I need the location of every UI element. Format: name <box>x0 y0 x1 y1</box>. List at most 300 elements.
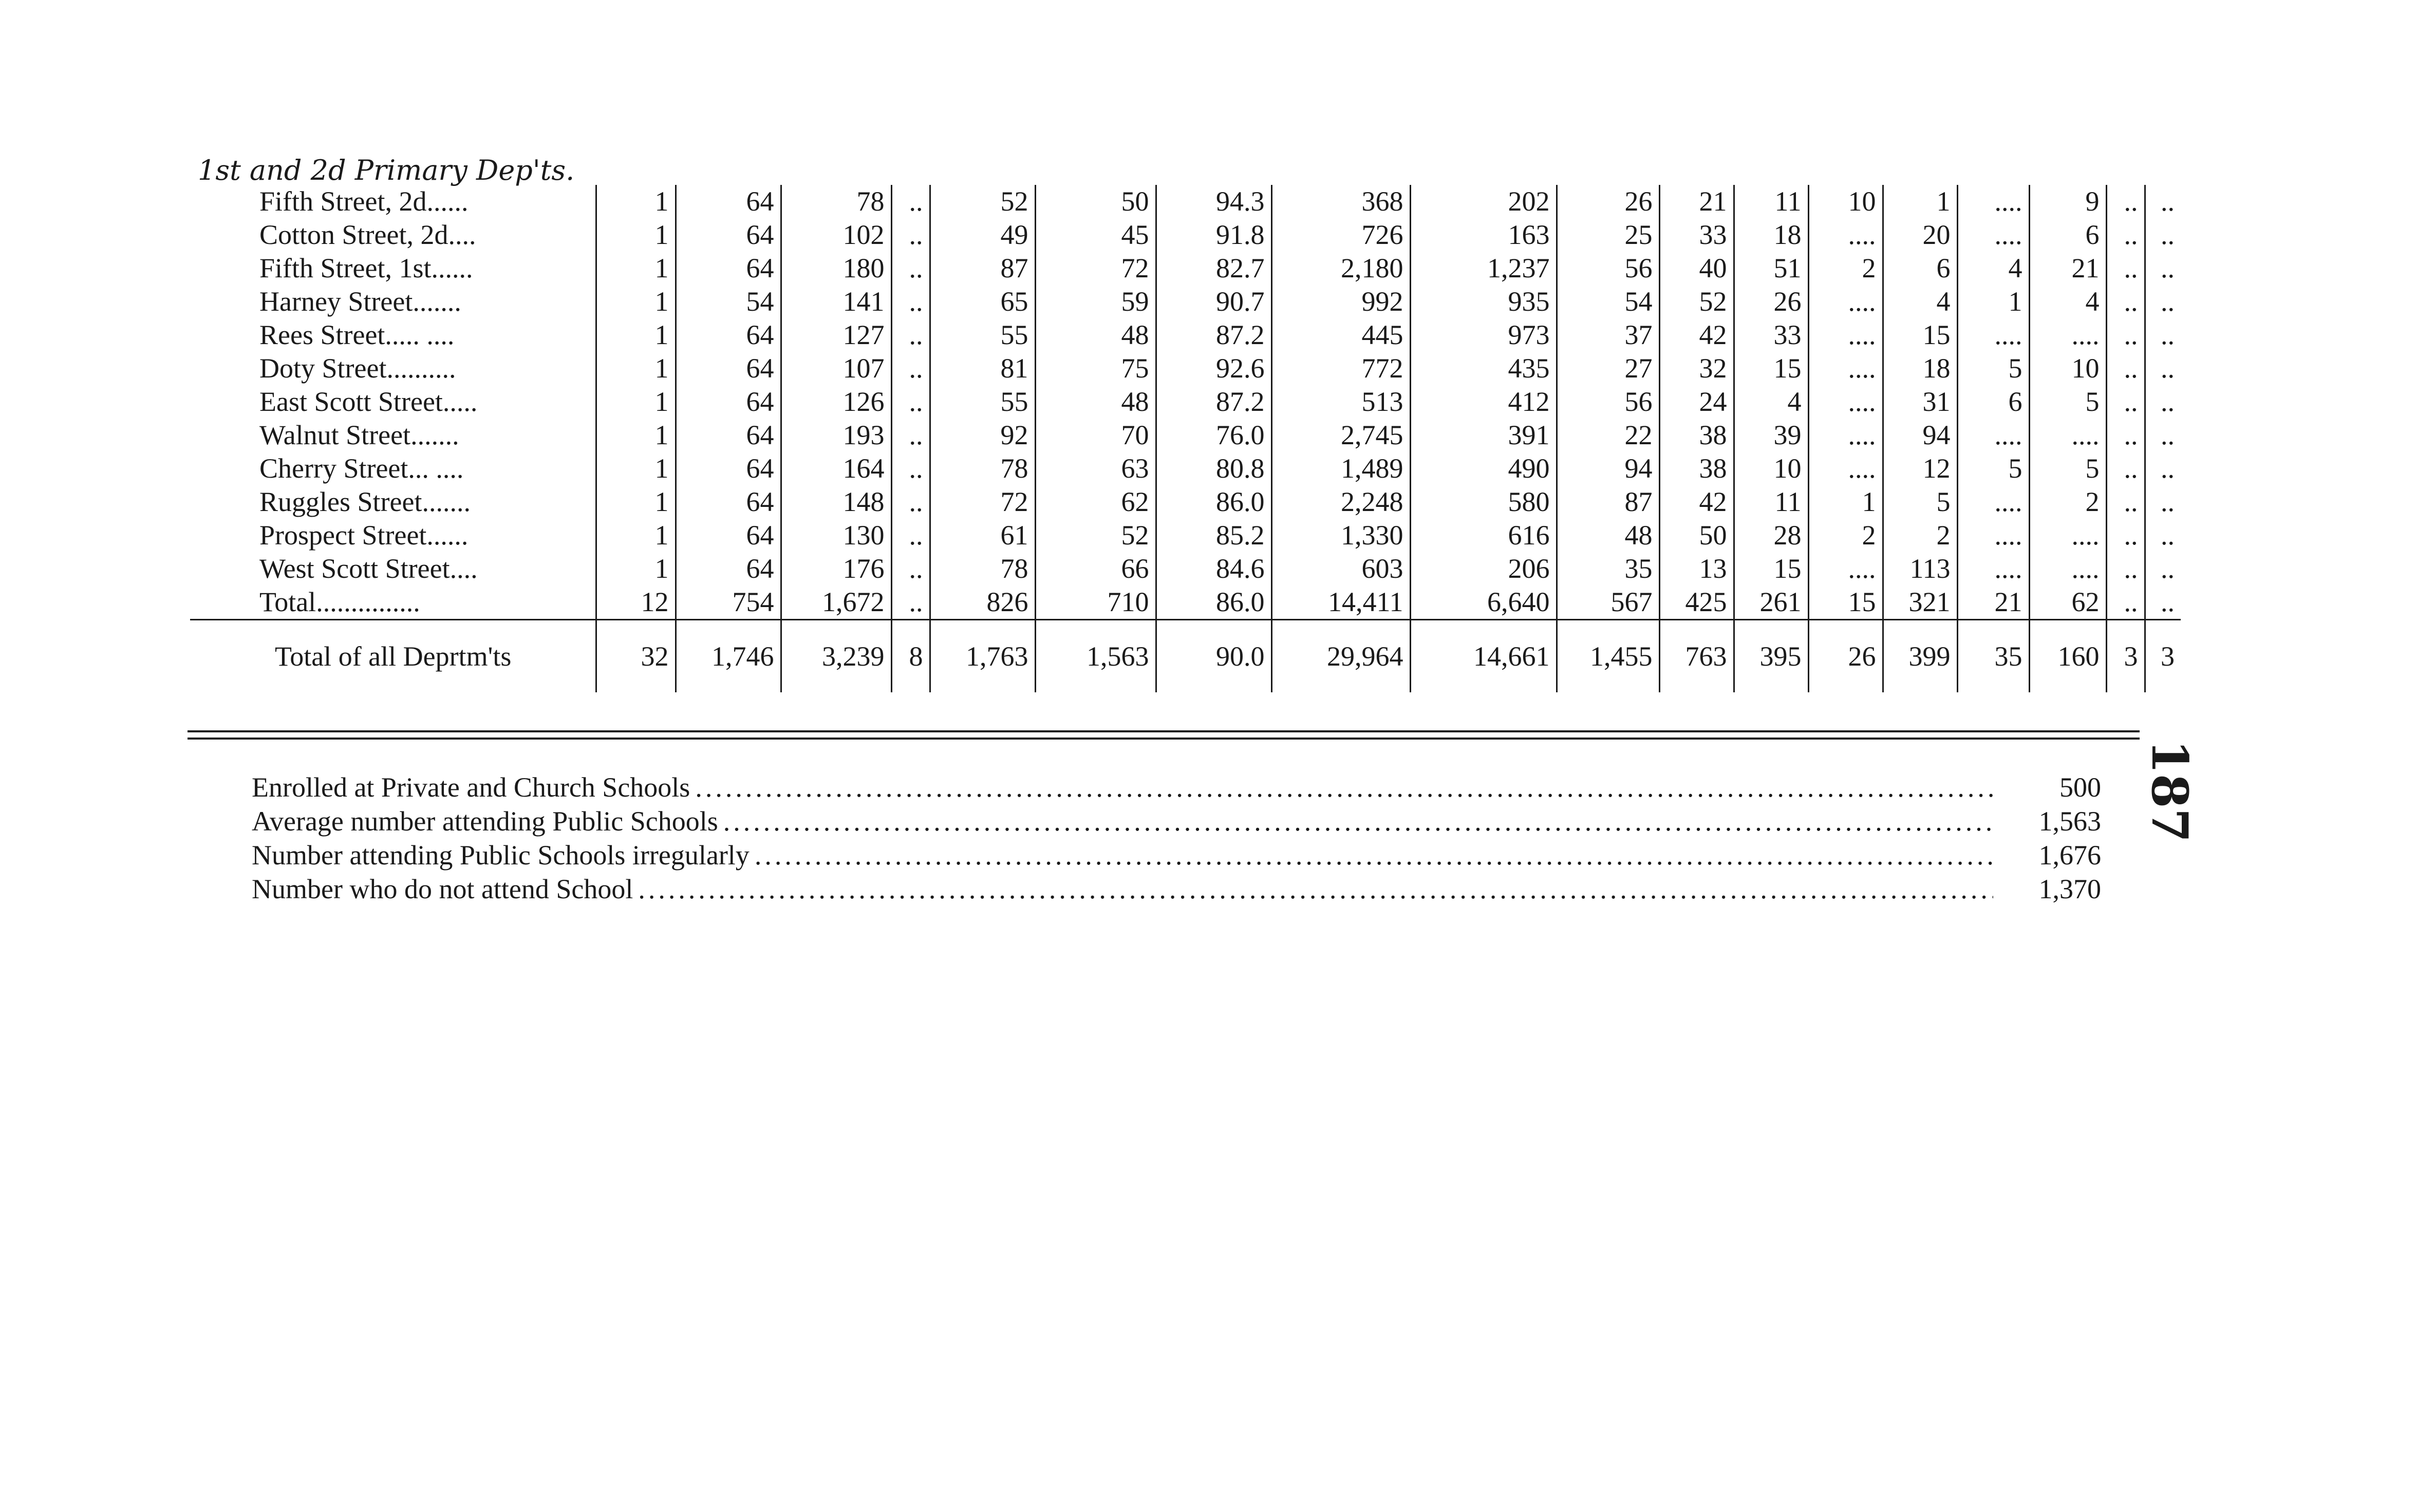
school-name-cell: East Scott Street..... <box>190 385 596 419</box>
table-cell: 90.0 <box>1156 620 1271 693</box>
table-cell: 49 <box>930 218 1035 252</box>
table-cell: .... <box>2029 419 2106 452</box>
table-cell: 1 <box>596 485 676 519</box>
table-cell: 62 <box>2029 585 2106 620</box>
summary-label: Average number attending Public Schools <box>252 806 718 837</box>
table-cell: 5 <box>2029 385 2106 419</box>
school-name-cell: Ruggles Street....... <box>190 485 596 519</box>
table-row <box>190 385 2181 419</box>
table-cell: 86.0 <box>1156 585 1271 620</box>
table-row <box>190 285 2181 318</box>
table-cell: 772 <box>1271 352 1410 385</box>
table-row <box>190 318 2181 352</box>
table-cell: 64 <box>676 385 781 419</box>
table-row <box>190 519 2181 552</box>
table-cell: 1 <box>596 419 676 452</box>
table-cell: 64 <box>676 419 781 452</box>
double-rule-bottom <box>188 738 2140 740</box>
table-cell: 6 <box>1883 252 1957 285</box>
table-cell: 18 <box>1734 218 1808 252</box>
table-cell: 2 <box>1883 519 1957 552</box>
table-cell: 12 <box>1883 452 1957 485</box>
table-cell: .... <box>1808 419 1883 452</box>
table-cell: 24 <box>1659 385 1734 419</box>
table-cell: 94 <box>1557 452 1659 485</box>
table-cell: 3 <box>2106 620 2145 693</box>
table-row <box>190 452 2181 485</box>
table-cell: .. <box>891 552 930 585</box>
table-cell: 8 <box>891 620 930 693</box>
table-cell: .. <box>2106 585 2145 620</box>
table-cell: .. <box>891 218 930 252</box>
table-cell: 61 <box>930 519 1035 552</box>
table-cell: .. <box>891 285 930 318</box>
table-cell: .. <box>891 419 930 452</box>
table-cell: 66 <box>1035 552 1156 585</box>
table-cell: .. <box>2106 452 2145 485</box>
table-cell: 56 <box>1557 385 1659 419</box>
table-cell: 4 <box>1883 285 1957 318</box>
table-cell: 3 <box>2145 620 2181 693</box>
table-cell: 48 <box>1557 519 1659 552</box>
table-cell: 85.2 <box>1156 519 1271 552</box>
table-cell: 1 <box>596 452 676 485</box>
school-name-cell: Total of all Deprtm'ts <box>190 620 596 693</box>
table-cell: .. <box>2106 519 2145 552</box>
table-cell: .. <box>2106 552 2145 585</box>
table-cell: 395 <box>1734 620 1808 693</box>
school-name-cell: Walnut Street....... <box>190 419 596 452</box>
table-cell: 18 <box>1883 352 1957 385</box>
table-cell: 55 <box>930 385 1035 419</box>
table-cell: 261 <box>1734 585 1808 620</box>
table-cell: 412 <box>1410 385 1557 419</box>
table-cell: 64 <box>676 252 781 285</box>
school-name-cell: Fifth Street, 2d...... <box>190 185 596 218</box>
table-cell: 15 <box>1808 585 1883 620</box>
table-cell: .. <box>2106 252 2145 285</box>
table-cell: .. <box>2106 185 2145 218</box>
table-cell: 490 <box>1410 452 1557 485</box>
table-cell: .. <box>2161 353 2175 384</box>
summary-value: 1,563 <box>2038 806 2101 837</box>
table-row <box>190 552 2181 585</box>
table-cell: 127 <box>781 318 891 352</box>
table-cell: 70 <box>1035 419 1156 452</box>
table-cell: .. <box>2161 553 2175 584</box>
table-cell: 113 <box>1883 552 1957 585</box>
table-cell: .... <box>1808 552 1883 585</box>
table-cell: 62 <box>1035 485 1156 519</box>
school-name-cell: Prospect Street...... <box>190 519 596 552</box>
table-cell: .... <box>1808 318 1883 352</box>
table-cell: 40 <box>1659 252 1734 285</box>
table-cell: 163 <box>1410 218 1557 252</box>
table-cell: 32 <box>596 620 676 693</box>
table-cell: 1 <box>596 519 676 552</box>
table-row <box>190 185 2181 218</box>
table-cell: 42 <box>1659 485 1734 519</box>
table-cell: 1,746 <box>676 620 781 693</box>
table-cell: 4 <box>1734 385 1808 419</box>
table-cell: 29,964 <box>1271 620 1410 693</box>
table-cell: 21 <box>1659 185 1734 218</box>
table-cell: 78 <box>781 185 891 218</box>
table-cell: .. <box>2161 186 2175 217</box>
table-cell: 84.6 <box>1156 552 1271 585</box>
table-cell: .. <box>891 585 930 620</box>
table-cell: 94.3 <box>1156 185 1271 218</box>
table-cell: 26 <box>1808 620 1883 693</box>
table-cell: 64 <box>676 519 781 552</box>
summary-row <box>252 770 2101 804</box>
table-cell: 21 <box>1957 585 2029 620</box>
table-cell: 321 <box>1883 585 1957 620</box>
table-cell: .. <box>2106 285 2145 318</box>
table-cell: 1,330 <box>1271 519 1410 552</box>
table-cell: 76.0 <box>1156 419 1271 452</box>
table-cell: 107 <box>781 352 891 385</box>
table-cell: 45 <box>1035 218 1156 252</box>
school-name-cell: Fifth Street, 1st...... <box>190 252 596 285</box>
table-cell: 193 <box>781 419 891 452</box>
table-cell: 973 <box>1410 318 1557 352</box>
table-cell: 15 <box>1734 352 1808 385</box>
table-cell: 445 <box>1271 318 1410 352</box>
table-cell: 64 <box>676 218 781 252</box>
table-cell: 54 <box>676 285 781 318</box>
table-cell: 72 <box>1035 252 1156 285</box>
leader-dots <box>755 838 1993 872</box>
table-cell: .. <box>2106 385 2145 419</box>
table-cell: 33 <box>1659 218 1734 252</box>
table-cell: .... <box>1957 519 2029 552</box>
table-cell: 1,455 <box>1557 620 1659 693</box>
table-cell: 11 <box>1734 185 1808 218</box>
school-name-cell: Doty Street.......... <box>190 352 596 385</box>
table-cell: 64 <box>676 552 781 585</box>
table-cell: 35 <box>1957 620 2029 693</box>
table-cell: 5 <box>1957 352 2029 385</box>
table-cell: 15 <box>1734 552 1808 585</box>
table-cell: .. <box>891 252 930 285</box>
summary-row <box>252 804 2101 838</box>
table-cell: 368 <box>1271 185 1410 218</box>
table-cell: .... <box>2029 318 2106 352</box>
table-cell: .... <box>1808 452 1883 485</box>
table-cell: 4 <box>1957 252 2029 285</box>
table-cell: .. <box>2106 318 2145 352</box>
table-cell: 126 <box>781 385 891 419</box>
table-cell: .... <box>1808 385 1883 419</box>
table-cell: 25 <box>1557 218 1659 252</box>
table-cell: 754 <box>676 585 781 620</box>
table-cell: 1,237 <box>1410 252 1557 285</box>
table-cell: 580 <box>1410 485 1557 519</box>
table-cell: .... <box>1808 218 1883 252</box>
leader-dots <box>723 804 1993 838</box>
summary-value: 1,370 <box>2038 874 2101 904</box>
table-cell: 102 <box>781 218 891 252</box>
table-cell: .... <box>1957 485 2029 519</box>
table-cell: 50 <box>1035 185 1156 218</box>
table-cell: .... <box>1808 352 1883 385</box>
section-heading: 1st and 2d Primary Dep'ts. <box>198 154 575 186</box>
table-row <box>190 218 2181 252</box>
table-cell: 80.8 <box>1156 452 1271 485</box>
table-row <box>190 419 2181 452</box>
table-cell: 1 <box>596 218 676 252</box>
table-cell: 92 <box>930 419 1035 452</box>
statistics-table <box>190 185 2181 692</box>
table-cell: .. <box>2161 453 2175 484</box>
table-cell: 38 <box>1659 452 1734 485</box>
table-cell: 513 <box>1271 385 1410 419</box>
table-cell: 1,489 <box>1271 452 1410 485</box>
table-cell: 616 <box>1410 519 1557 552</box>
table-cell: 39 <box>1734 419 1808 452</box>
table-cell: .. <box>891 185 930 218</box>
table-cell: 2,248 <box>1271 485 1410 519</box>
table-cell: 35 <box>1557 552 1659 585</box>
table-row <box>190 352 2181 385</box>
table-cell: 9 <box>2029 185 2106 218</box>
table-cell: 6 <box>2029 218 2106 252</box>
summary-row <box>252 872 2101 906</box>
table-cell: 52 <box>1659 285 1734 318</box>
table-cell: 59 <box>1035 285 1156 318</box>
table-cell: 87.2 <box>1156 385 1271 419</box>
table-cell: 6 <box>1957 385 2029 419</box>
table-cell: 603 <box>1271 552 1410 585</box>
table-cell: 64 <box>676 452 781 485</box>
table-cell: 2 <box>2029 485 2106 519</box>
summary-value: 500 <box>2059 772 2101 803</box>
table-cell: 64 <box>676 318 781 352</box>
table-cell: 65 <box>930 285 1035 318</box>
table-cell: 1 <box>596 318 676 352</box>
table-cell: .. <box>2161 587 2175 617</box>
table-cell: 164 <box>781 452 891 485</box>
table-cell: 992 <box>1271 285 1410 318</box>
table-cell: 37 <box>1557 318 1659 352</box>
table-cell: 5 <box>1957 452 2029 485</box>
table-cell: 180 <box>781 252 891 285</box>
table-cell: 2,745 <box>1271 419 1410 452</box>
table-cell: 1 <box>596 185 676 218</box>
table-cell: .. <box>2161 286 2175 317</box>
table-cell: .... <box>1957 218 2029 252</box>
table-cell: 33 <box>1734 318 1808 352</box>
table-cell: 52 <box>930 185 1035 218</box>
table-cell: 710 <box>1035 585 1156 620</box>
table-cell: 763 <box>1659 620 1734 693</box>
table-cell: 38 <box>1659 419 1734 452</box>
table-cell: 2 <box>1808 519 1883 552</box>
table-cell: .. <box>2161 319 2175 350</box>
table-cell: .. <box>891 385 930 419</box>
table-cell: .. <box>2106 419 2145 452</box>
table-cell: .... <box>1957 318 2029 352</box>
table-cell: 148 <box>781 485 891 519</box>
table-cell: 22 <box>1557 419 1659 452</box>
table-cell: 63 <box>1035 452 1156 485</box>
table-cell: 160 <box>2029 620 2106 693</box>
table-cell: 141 <box>781 285 891 318</box>
table-cell: 27 <box>1557 352 1659 385</box>
table-cell: .... <box>2029 519 2106 552</box>
table-cell: 78 <box>930 452 1035 485</box>
table-cell: 10 <box>1808 185 1883 218</box>
table-cell: 826 <box>930 585 1035 620</box>
summary-label: Number attending Public Schools irregularly <box>252 840 750 871</box>
grand-total-row <box>190 620 2181 693</box>
table-cell: 78 <box>930 552 1035 585</box>
table-cell: 935 <box>1410 285 1557 318</box>
summary-label: Enrolled at Private and Church Schools <box>252 772 690 803</box>
table-cell: 20 <box>1883 218 1957 252</box>
table-cell: .. <box>2161 386 2175 417</box>
table-cell: 1 <box>596 385 676 419</box>
table-cell: 87 <box>1557 485 1659 519</box>
table-cell: 1,672 <box>781 585 891 620</box>
table-cell: 87 <box>930 252 1035 285</box>
table-cell: 2,180 <box>1271 252 1410 285</box>
table-cell: .. <box>891 352 930 385</box>
table-cell: .. <box>891 485 930 519</box>
school-name-cell: Total............... <box>190 585 596 620</box>
table-cell: 1 <box>596 352 676 385</box>
school-name-cell: West Scott Street.... <box>190 552 596 585</box>
table-cell: 15 <box>1883 318 1957 352</box>
table-cell: 1 <box>1808 485 1883 519</box>
table-row <box>190 485 2181 519</box>
table-cell: .. <box>2106 352 2145 385</box>
table-cell: 31 <box>1883 385 1957 419</box>
table-cell: .... <box>1808 285 1883 318</box>
table-cell: .. <box>2161 520 2175 551</box>
table-cell: .... <box>1957 552 2029 585</box>
school-name-cell: Rees Street..... .... <box>190 318 596 352</box>
table-row <box>190 252 2181 285</box>
table-cell: 51 <box>1734 252 1808 285</box>
table-cell: 75 <box>1035 352 1156 385</box>
table-cell: 55 <box>930 318 1035 352</box>
table-cell: 82.7 <box>1156 252 1271 285</box>
page-number: 187 <box>2141 740 2199 843</box>
table-cell: .. <box>2106 218 2145 252</box>
table-cell: 52 <box>1035 519 1156 552</box>
table-cell: 130 <box>781 519 891 552</box>
table-cell: 5 <box>1883 485 1957 519</box>
table-cell: 6,640 <box>1410 585 1557 620</box>
table-cell: 48 <box>1035 318 1156 352</box>
table-cell: 202 <box>1410 185 1557 218</box>
table-cell: 4 <box>2029 285 2106 318</box>
summary-value: 1,676 <box>2038 840 2101 871</box>
table-cell: 56 <box>1557 252 1659 285</box>
table-cell: 10 <box>1734 452 1808 485</box>
table-row <box>190 585 2181 620</box>
table-cell: .. <box>2161 486 2175 517</box>
table-cell: 32 <box>1659 352 1734 385</box>
school-name-cell: Harney Street....... <box>190 285 596 318</box>
table-cell: 54 <box>1557 285 1659 318</box>
table-cell: 87.2 <box>1156 318 1271 352</box>
table-cell: 26 <box>1734 285 1808 318</box>
table-cell: 64 <box>676 185 781 218</box>
table-cell: .. <box>891 318 930 352</box>
table-cell: 3,239 <box>781 620 891 693</box>
table-cell: .. <box>2161 219 2175 250</box>
table-cell: .... <box>2029 552 2106 585</box>
table-cell: 48 <box>1035 385 1156 419</box>
table-cell: 14,661 <box>1410 620 1557 693</box>
table-cell: 1,563 <box>1035 620 1156 693</box>
double-rule-top <box>188 730 2140 732</box>
table-cell: 567 <box>1557 585 1659 620</box>
table-cell: 1 <box>1957 285 2029 318</box>
table-cell: 72 <box>930 485 1035 519</box>
table-cell: 28 <box>1734 519 1808 552</box>
table-cell: 42 <box>1659 318 1734 352</box>
table-cell: 1 <box>596 552 676 585</box>
table-cell: 94 <box>1883 419 1957 452</box>
table-cell: .. <box>2106 485 2145 519</box>
table-cell: 399 <box>1883 620 1957 693</box>
summary-row <box>252 838 2101 872</box>
table-cell: 176 <box>781 552 891 585</box>
table-cell: 92.6 <box>1156 352 1271 385</box>
table-cell: .. <box>2161 420 2175 450</box>
table-cell: 81 <box>930 352 1035 385</box>
table-cell: 726 <box>1271 218 1410 252</box>
table-cell: 10 <box>2029 352 2106 385</box>
table-cell: 435 <box>1410 352 1557 385</box>
school-name-cell: Cotton Street, 2d.... <box>190 218 596 252</box>
table-cell: 90.7 <box>1156 285 1271 318</box>
leader-dots <box>695 770 1993 804</box>
table-cell: 50 <box>1659 519 1734 552</box>
table-cell: 206 <box>1410 552 1557 585</box>
table-cell: 13 <box>1659 552 1734 585</box>
table-cell: 391 <box>1410 419 1557 452</box>
table-cell: 1 <box>1883 185 1957 218</box>
table-cell: 64 <box>676 485 781 519</box>
table-cell: 91.8 <box>1156 218 1271 252</box>
table-cell: 1,763 <box>930 620 1035 693</box>
table-cell: 12 <box>596 585 676 620</box>
table-cell: 26 <box>1557 185 1659 218</box>
table-cell: 21 <box>2029 252 2106 285</box>
summary-label: Number who do not attend School <box>252 874 633 904</box>
table-cell: 425 <box>1659 585 1734 620</box>
table-cell: 11 <box>1734 485 1808 519</box>
table-cell: .. <box>2161 253 2175 284</box>
school-name-cell: Cherry Street... .... <box>190 452 596 485</box>
table-cell: 86.0 <box>1156 485 1271 519</box>
leader-dots <box>638 872 1993 906</box>
table-cell: 1 <box>596 285 676 318</box>
table-cell: .. <box>891 519 930 552</box>
table-cell: 64 <box>676 352 781 385</box>
table-cell: 14,411 <box>1271 585 1410 620</box>
table-cell: 2 <box>1808 252 1883 285</box>
table-cell: 5 <box>2029 452 2106 485</box>
table-cell: 1 <box>596 252 676 285</box>
table-cell: .... <box>1957 419 2029 452</box>
summary-section <box>252 770 2101 906</box>
